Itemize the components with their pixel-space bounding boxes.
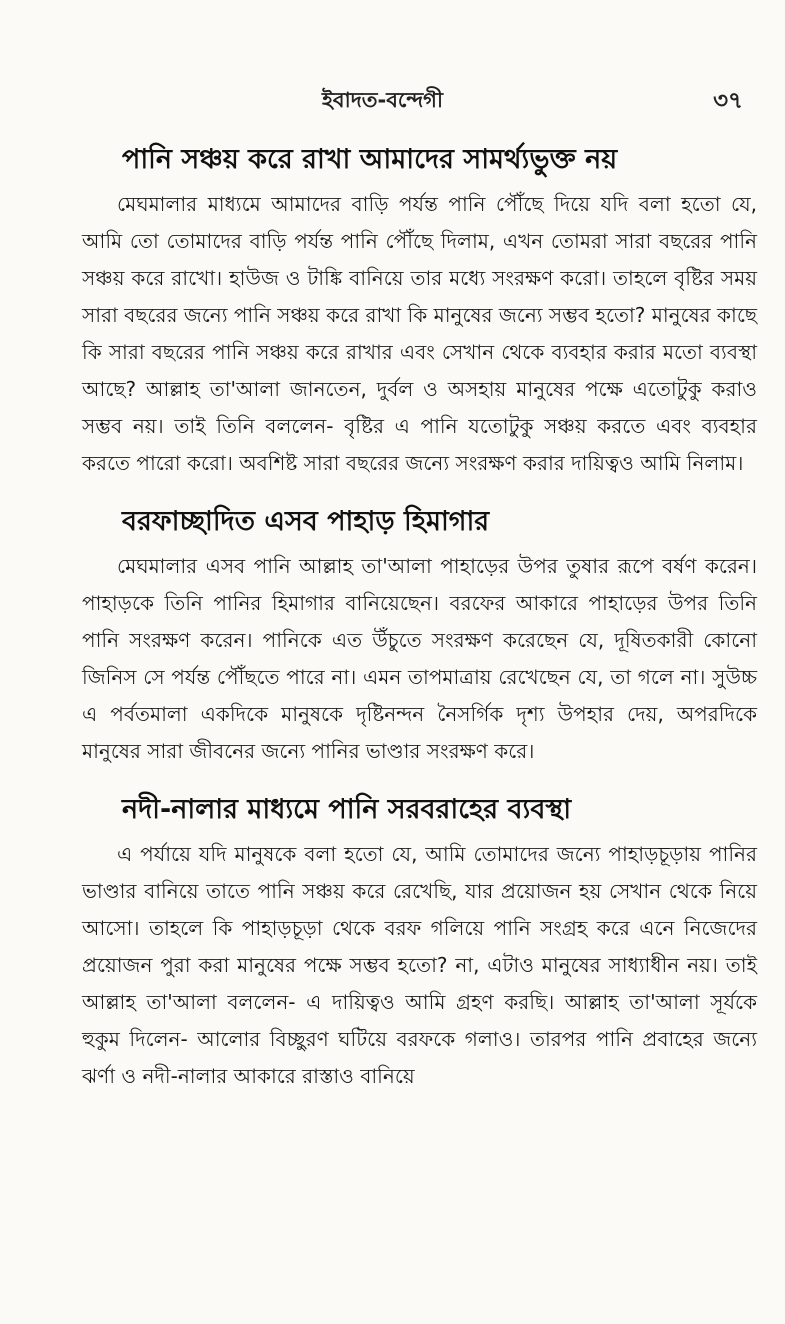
section-paragraph: মেঘমালার এসব পানি আল্লাহ তা'আলা পাহাড়ের উপর তুষার রূপে বর্ষণ করেন। পাহাড়কে তিনি পানির হিমাগার বানিয়েছেন। বরফের আকারে পাহাড়ের উপর তিনি পানি সংরক্ষণ করেন। পানিকে এত উঁচুতে সংরক্ষণ করেছেন যে, দূষিতকারী কোনো জিনিস সে পর্যন্ত পৌঁছতে পারে না। এমন তাপমাত্রায় রেখেছেন যে, তা গলে না। সুউচ্চ এ পর্বতমালা একদিকে মানুষকে দৃষ্টিনন্দন নৈসর্গিক দৃশ্য উপহার দেয়, অপরদিকে মানুষের সারা জীবনের জন্যে পানির ভাণ্ডার সংরক্ষণ করে।: [82, 554, 757, 763]
section-river-supply: [82, 790, 757, 1095]
section-paragraph: মেঘমালার মাধ্যমে আমাদের বাড়ি পর্যন্ত পানি পৌঁছে দিয়ে যদি বলা হতো যে, আমি তো তোমাদের বাড়ি পর্যন্ত পানি পৌঁছে দিলাম, এখন তোমরা সারা বছরের পানি সঞ্চয় করে রাখো। হাউজ ও টাঙ্কি বানিয়ে তার মধ্যে সংরক্ষণ করো। তাহলে বৃষ্টির সময় সারা বছরের জন্যে পানি সঞ্চয় করে রাখা কি মানুষের জন্যে সম্ভব হতো? মানুষের কাছে কি সারা বছরের পানি সঞ্চয় করে রাখার এবং সেখান থেকে ব্যবহার করার মতো ব্যবস্থা আছে? আল্লাহ তা'আলা জানতেন, দুর্বল ও অসহায় মানুষের পক্ষে এতোটুকু করাও সম্ভব নয়। তাই তিনি বললেন- বৃষ্টির এ পানি যতোটুকু সঞ্চয় করতে এবং ব্যবহার করতে পারো করো। অবশিষ্ট সারা বছরের জন্যে সংরক্ষণ করার দায়িত্বও আমি নিলাম।: [82, 192, 757, 475]
section-snow-mountains: [82, 502, 757, 770]
section-heading: নদী-নালার মাধ্যমে পানি সরবরাহের ব্যবস্থা: [122, 794, 572, 825]
section-heading: পানি সঞ্চয় করে রাখা আমাদের সামর্থ্যভুক্ত নয়: [122, 144, 618, 175]
section-water-storage: [82, 140, 757, 482]
running-title: ইবাদত-বন্দেগী: [322, 88, 443, 112]
section-heading: বরফাচ্ছাদিত এসব পাহাড় হিমাগার: [122, 506, 490, 537]
page-number: ৩৭: [713, 88, 743, 114]
running-head: [82, 82, 757, 116]
section-paragraph: এ পর্যায়ে যদি মানুষকে বলা হতো যে, আমি তোমাদের জন্যে পাহাড়চূড়ায় পানির ভাণ্ডার বানিয়ে তাতে পানি সঞ্চয় করে রেখেছি, যার প্রয়োজন হয় সেখান থেকে নিয়ে আসো। তাহলে কি পাহাড়চূড়া থেকে বরফ গলিয়ে পানি সংগ্রহ করে এনে নিজেদের প্রয়োজন পুরা করা মানুষের পক্ষে সম্ভব হতো? না, এটাও মানুষের সাধ্যাধীন নয়। তাই আল্লাহ তা'আলা বললেন- এ দায়িত্বও আমি গ্রহণ করছি। আল্লাহ তা'আলা সূর্যকে হুকুম দিলেন- আলোর বিচ্ছুরণ ঘটিয়ে বরফকে গলাও। তারপর পানি প্রবাহের জন্যে ঝর্ণা ও নদী-নালার আকারে রাস্তাও বানিয়ে: [82, 842, 757, 1088]
